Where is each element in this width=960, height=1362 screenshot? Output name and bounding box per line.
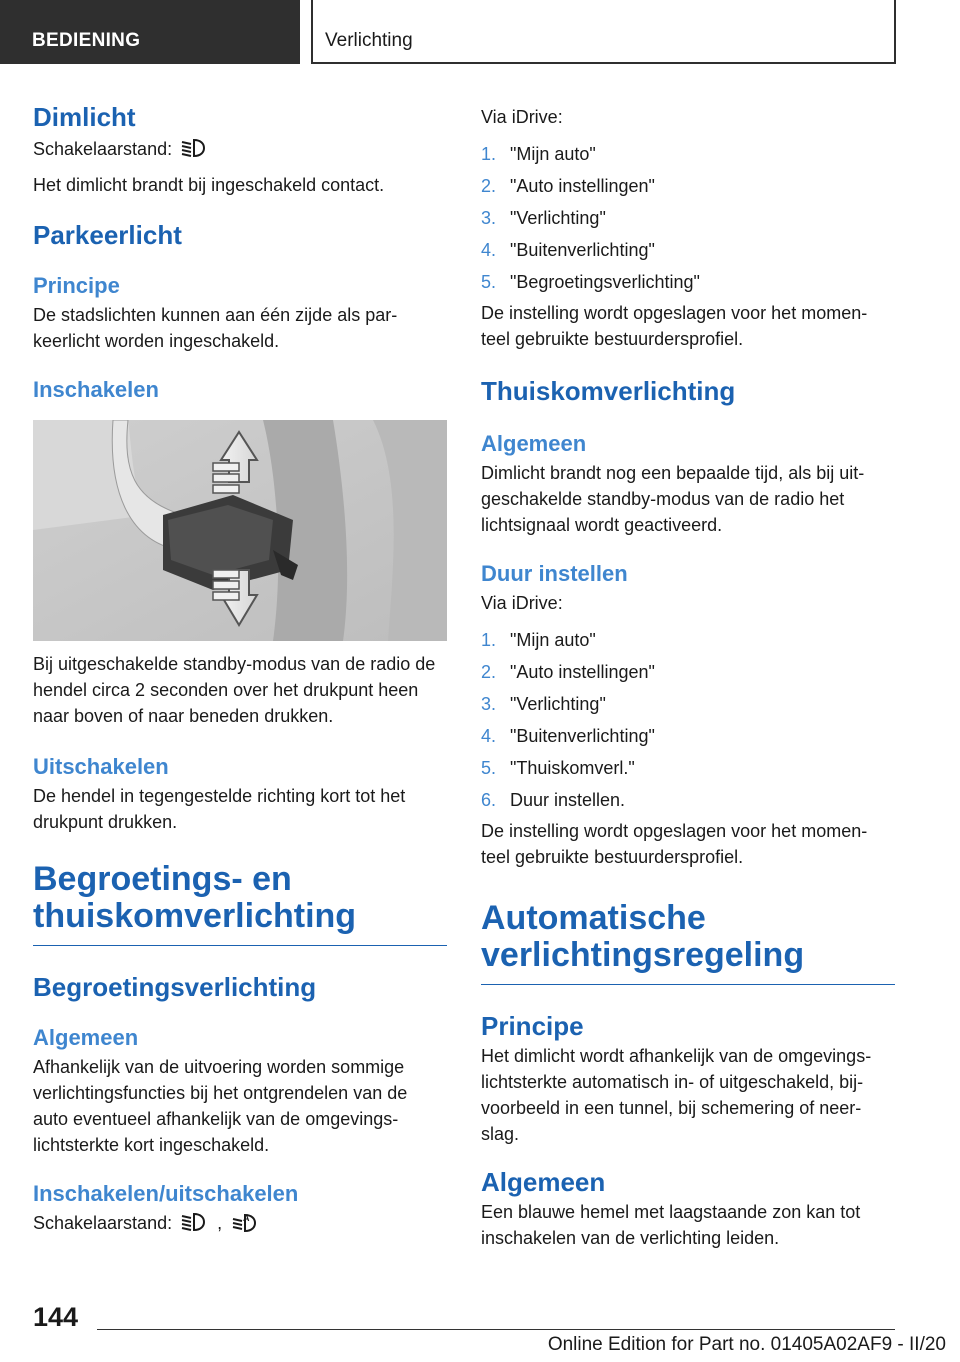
heading-automatische-verlichtingsregeling (481, 900, 895, 974)
heading-inschakelen-uitschakelen: Inschakelen/uitschakelen (33, 1181, 299, 1206)
heading-principe: Principe (33, 273, 120, 298)
in-uit-switch-position (33, 1210, 447, 1240)
list-item: 2. "Auto instellingen" (481, 176, 655, 196)
algemeen-text: Afhankelijk van de uitvoering worden sommige verlichtingsfuncties bij het ontgrendelen van de auto eventueel afhankelijk van de omgevings-lichtsterkte kort ingeschakeld. (33, 1057, 408, 1155)
dimlicht-text: Het dimlicht brandt bij ingeschakeld contact. (33, 175, 385, 195)
idrive-steps-thuiskom (481, 624, 895, 816)
saved-text: De instelling wordt opgeslagen voor het momen-teel gebruikte bestuurdersprofiel. (481, 821, 868, 867)
heading-thuiskomverlichting: Thuiskomverlichting (481, 376, 736, 406)
heading-begroetingsverlichting: Begroetingsverlichting (33, 972, 317, 1002)
right-column (481, 100, 895, 1251)
separator: , (217, 1213, 223, 1233)
heading-uitschakelen: Uitschakelen (33, 754, 169, 779)
page-header (0, 0, 960, 66)
heading-parkeerlicht: Parkeerlicht (33, 220, 182, 250)
list-item: 1. "Mijn auto" (481, 144, 596, 164)
switch-label: Schakelaarstand: (33, 139, 173, 159)
list-item: 3. "Verlichting" (481, 208, 606, 228)
list-item: 5. "Thuiskomverl." (481, 758, 635, 778)
list-item: 4. "Buitenverlichting" (481, 726, 655, 746)
dimlicht-switch-position (33, 136, 447, 166)
switch-label: Schakelaarstand: (33, 1213, 173, 1233)
idrive-steps-begroeting (481, 138, 895, 298)
via-idrive-label: Via iDrive: (481, 593, 563, 613)
chapter-title: Verlichting (311, 0, 896, 64)
heading-line-2: verlichtingsregeling (481, 936, 805, 974)
heading-inschakelen: Inschakelen (33, 377, 159, 402)
section-rule (481, 984, 895, 985)
heading-line-2: thuiskomverlichting (33, 897, 357, 935)
section-rule (33, 945, 447, 946)
svg-text:A: A (243, 1213, 250, 1223)
stalk-lever-photo (33, 420, 447, 641)
saved-text: De instelling wordt opgeslagen voor het momen-teel gebruikte bestuurdersprofiel. (481, 303, 868, 349)
heading-duur-instellen: Duur instellen (481, 561, 628, 586)
heading-begroetings-thuiskom (33, 861, 447, 935)
low-beam-icon (180, 1211, 206, 1240)
algemeen-text: Dimlicht brandt nog een bepaalde tijd, als bij uit-geschakelde standby-modus van de radio het lichtsignaal wordt geactiveerd. (481, 463, 865, 535)
uitschakelen-text: De hendel in tegengestelde richting kort tot het drukpunt drukken. (33, 786, 406, 832)
low-beam-icon (180, 137, 206, 166)
list-item: 5. "Begroetingsverlichting" (481, 272, 700, 292)
left-column (33, 100, 447, 1240)
list-item: 6. Duur instellen. (481, 790, 626, 810)
heading-dimlicht: Dimlicht (33, 102, 136, 132)
heading-algemeen: Algemeen (481, 1167, 606, 1197)
principe-text: Het dimlicht wordt afhankelijk van de omgevings-lichtsterkte automatisch in- of uitgeschakeld, bij-voorbeeld in een tunnel, bij schemering of neer-slag. (481, 1046, 872, 1144)
heading-principe: Principe (481, 1011, 584, 1041)
list-item: 1. "Mijn auto" (481, 630, 596, 650)
list-item: 2. "Auto instellingen" (481, 662, 655, 682)
list-item: 4. "Buitenverlichting" (481, 240, 655, 260)
footer-rule (97, 1329, 895, 1330)
heading-line-1: Automatische (481, 899, 706, 937)
auto-headlight-icon (230, 1211, 258, 1240)
edition-text: Online Edition for Part no. 01405A02AF9 - II/20 (547, 1334, 946, 1355)
heading-line-1: Begroetings- en (33, 860, 292, 898)
inschakelen-text: Bij uitgeschakelde standby-modus van de radio de hendel circa 2 seconden over het drukpunt heen naar boven of naar beneden drukken. (33, 654, 436, 726)
via-idrive-label: Via iDrive: (481, 107, 563, 127)
principe-text: De stadslichten kunnen aan één zijde als par-keerlicht worden ingeschakeld. (33, 305, 398, 351)
algemeen-text: Een blauwe hemel met laagstaande zon kan tot inschakelen van de verlichting leiden. (481, 1202, 861, 1248)
list-item: 3. "Verlichting" (481, 694, 606, 714)
heading-algemeen: Algemeen (33, 1025, 139, 1050)
page-number: 144 (33, 1302, 79, 1332)
section-tab: BEDIENING (0, 0, 300, 64)
heading-algemeen: Algemeen (481, 431, 587, 456)
